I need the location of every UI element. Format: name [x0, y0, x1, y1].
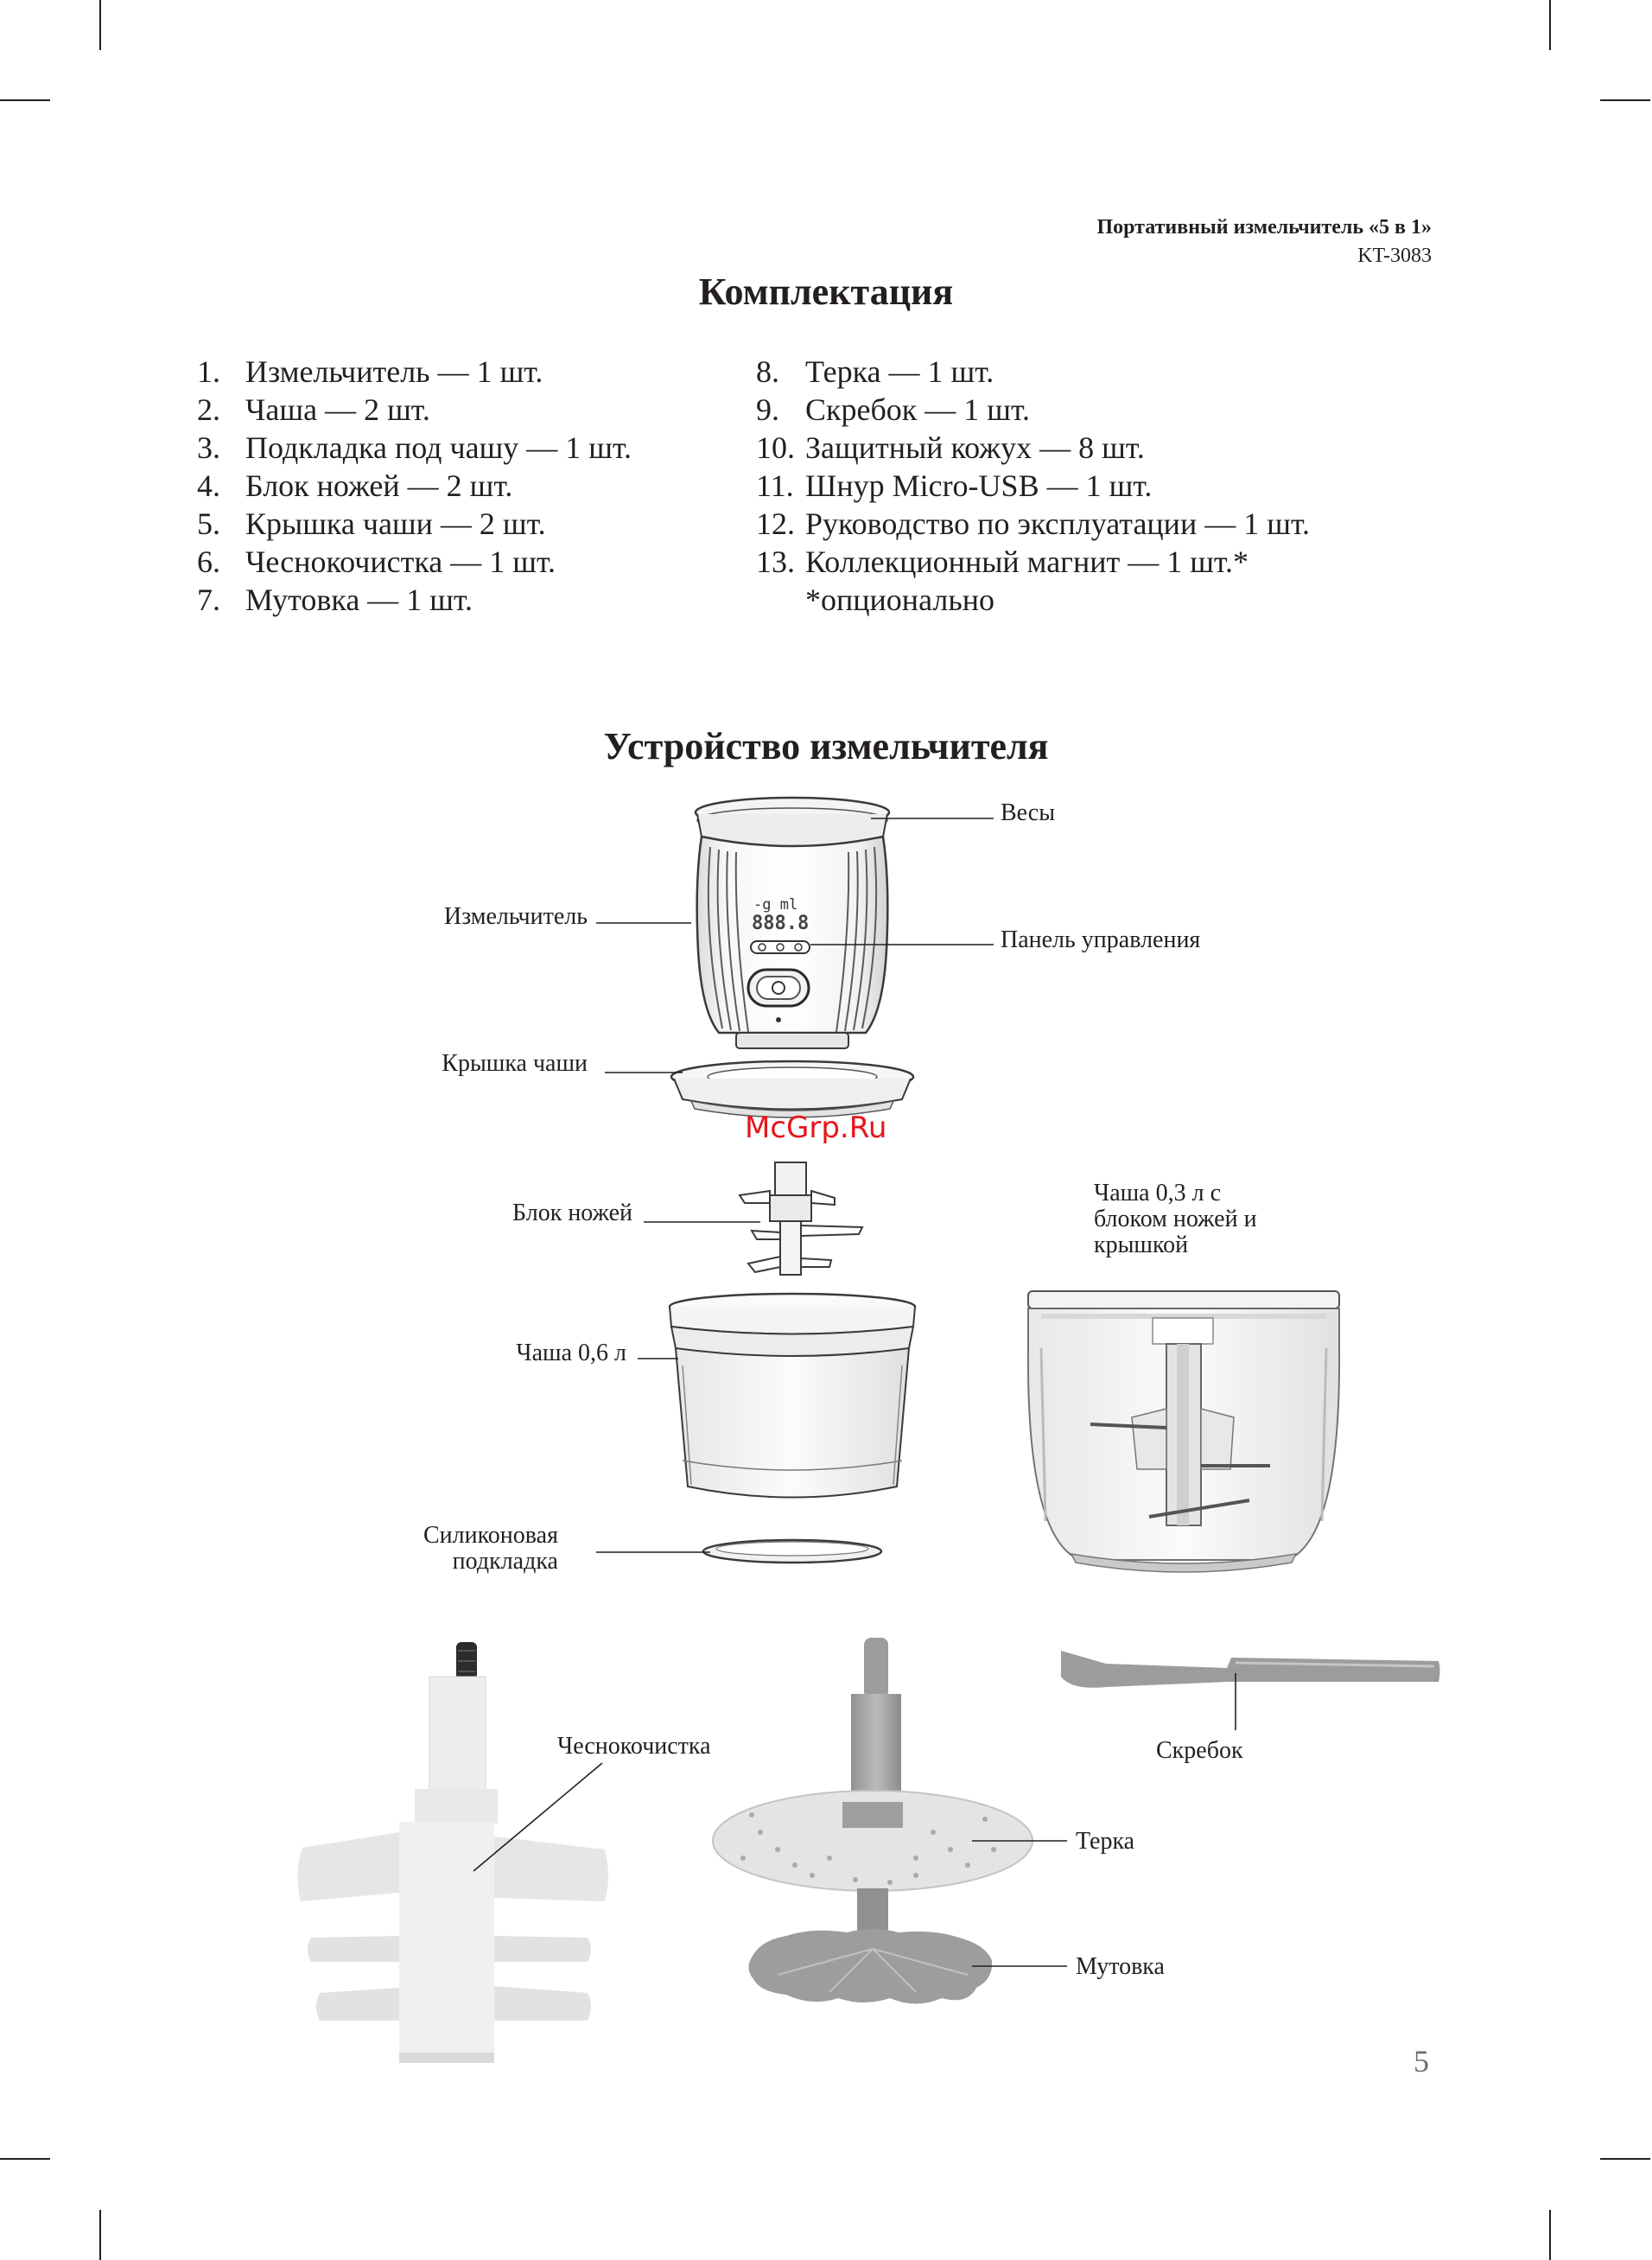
optional-note: *опционально [805, 583, 995, 617]
label-bowl-06: Чаша 0,6 л [516, 1340, 626, 1366]
list-item: 4. Блок ножей — 2 шт. [197, 468, 513, 503]
label-small-bowl [1094, 1181, 1257, 1258]
list-item: 3. Подкладка под чашу — 1 шт. [197, 430, 632, 465]
list-item: 1. Измельчитель — 1 шт. [197, 354, 543, 389]
bowl-06 [670, 1294, 915, 1498]
chopper-unit [696, 798, 889, 1048]
label-silicone-line: Силиконовая [423, 1522, 558, 1549]
bowl-lid [671, 1061, 913, 1117]
whisk-head [748, 1929, 992, 2004]
list-item: 12. Руководство по эксплуатации — 1 шт. [756, 506, 1310, 541]
list-item: 8. Терка — 1 шт. [756, 354, 994, 389]
blade-unit [740, 1162, 862, 1275]
header-product-name: Портативный измельчитель «5 в 1» [1096, 216, 1432, 239]
label-control-panel: Панель управления [1001, 926, 1201, 953]
label-scales: Весы [1001, 799, 1056, 826]
list-item: 6. Чеснокочистка — 1 шт. [197, 544, 556, 579]
label-spatula: Скребок [1156, 1737, 1243, 1764]
label-bowl-lid: Крышка чаши [442, 1050, 588, 1077]
list-item: 5. Крышка чаши — 2 шт. [197, 506, 546, 541]
bowl-03-assembled [1028, 1291, 1339, 1572]
label-chopper: Измельчитель [443, 903, 588, 930]
device-title: Устройство измельчителя [603, 725, 1049, 767]
label-grater: Терка [1076, 1828, 1135, 1855]
list-item: 10. Защитный кожух — 8 шт. [756, 430, 1145, 465]
label-small-bowl-line: Чаша 0,3 л с [1094, 1180, 1222, 1206]
label-silicone-pad [423, 1523, 558, 1575]
list-item: 11. Шнур Micro-USB — 1 шт. [756, 468, 1153, 503]
list-item: 13. Коллекционный магнит — 1 шт.* [756, 544, 1249, 579]
label-garlic-peeler: Чеснокочистка [557, 1733, 711, 1760]
label-whisk: Мутовка [1076, 1953, 1165, 1980]
garlic-peeler [297, 1642, 608, 2063]
list-item: 9. Скребок — 1 шт. [756, 392, 1031, 427]
grater-whisk [713, 1638, 1032, 2004]
page-number: 5 [1414, 2044, 1429, 2079]
label-blade-unit: Блок ножей [512, 1200, 632, 1226]
label-small-bowl-line: блоком ножей и [1094, 1206, 1257, 1232]
spatula [1061, 1651, 1440, 1688]
silicone-pad [703, 1540, 881, 1563]
display-digits: 888.8 [752, 913, 810, 934]
label-small-bowl-line: крышкой [1094, 1232, 1189, 1258]
watermark: McGrp.Ru [745, 1111, 887, 1145]
display-units: -g ml [753, 896, 798, 914]
list-item: 7. Мутовка — 1 шт. [197, 583, 473, 617]
label-silicone-line: подкладка [452, 1548, 558, 1575]
list-item: 2. Чаша — 2 шт. [197, 392, 430, 427]
header-model: KT-3083 [1357, 245, 1432, 267]
contents-title: Комплектация [698, 271, 954, 313]
